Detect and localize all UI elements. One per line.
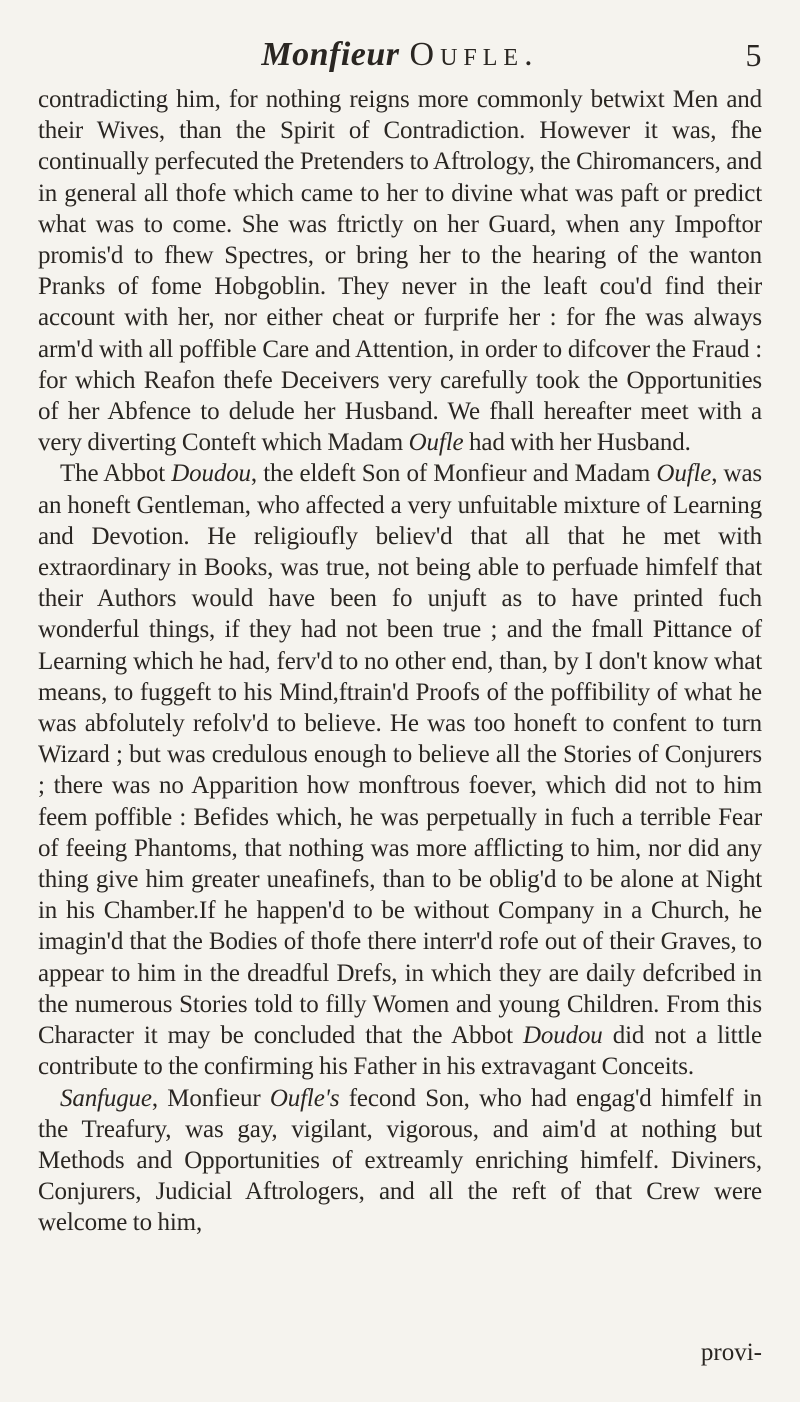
running-head-title-caps: Oufle. xyxy=(409,36,539,73)
text-run: , Monfieur xyxy=(151,1084,270,1112)
body-text xyxy=(38,84,762,1239)
text-run: contradicting him, for nothing reigns more commonly betwixt Men and their Wives, than the Spirit of Contradiction. However it was, fhe continually perfecuted the Pretenders to Aftrology, the Chiromancers, and in general all thofe which came to her to divine what was paft or predict what was to come. She was ftrictly on her Guard, when any Impoftor promis'd to fhew Spectres, or bring her to the hearing of the wanton Pranks of fome Hobgoblin. They never in the leaft cou'd find their account with her, nor either cheat or furprife her : for fhe was always arm'd with all poffible Care and Attention, in order to difcover the Fraud : for which Reafon thefe Deceivers very carefully took the Opportunities of her Abfence to delude her Husband. We fhall hereafter meet with a very diverting Conteft which Madam xyxy=(38,86,762,457)
text-run: , the eldeft Son of Monfieur and Madam xyxy=(250,460,657,488)
running-head-title: Monfieur xyxy=(261,36,400,73)
text-run: fecond Son, who had engag'd himfelf in the Treafury, was gay, vigilant, vigorous, and aim'd at nothing but Methods and Opportunities of extreamly enriching himfelf. Diviners, Conjurers, Judicial Aftrologers, and all the reft of that Crew were welcome to him, xyxy=(38,1084,762,1237)
text-run: had with her Husband. xyxy=(463,429,691,457)
italic-text-run: Oufle's xyxy=(269,1084,340,1112)
catchword: provi- xyxy=(700,1339,762,1366)
running-head xyxy=(38,30,762,80)
italic-text-run: Doudou xyxy=(171,460,251,488)
paragraph-1 xyxy=(38,84,762,458)
text-run: The Abbot xyxy=(60,460,172,488)
text-run: did not a little contribute to the confirming his Father in his extravagant Conceits. xyxy=(38,1022,763,1081)
paragraph-3 xyxy=(38,1083,762,1239)
italic-text-run: Oufle xyxy=(656,460,712,488)
text-run: , was an honeft Gentleman, who affected a very unfuitable mixture of Learning and Devotion. He religioufly believ'd that all that he met with extraordinary in Books, was true, not being able to perfuade himfelf that their Authors would have been fo unjuft as to have printed fuch wonderful things, if they had not been true ; and the fmall Pittance of Learning which he had, ferv'd to no other end, than, by I don't know what means, to fuggeft to his Mind,ftrain'd Proofs of the poffibility of what he was abfolutely refolv'd to believe. He was too honeft to confent to turn Wizard ; but was credulous enough to believe all the Stories of Conjurers ; there was no Apparition how monftrous foever, which did not to him feem poffible : Befides which, he was perpetually in fuch a terrible Fear of feeing Phantoms, that nothing was more afflicting to him, nor did any thing give him greater uneafinefs, than to be oblig'd to be alone at Night in his Chamber.If he happen'd to be without Company in a Church, he imagin'd that the Bodies of thofe there interr'd rofe out of their Graves, to appear to him in the dreadful Drefs, in which they are daily defcribed in the numerous Stories told to filly Women and young Children. From this Character it may be concluded that the Abbot xyxy=(38,460,762,1050)
italic-text-run: Doudou xyxy=(523,1022,603,1050)
italic-text-run: Sanfugue xyxy=(60,1084,152,1112)
page-number: 5 xyxy=(745,37,762,73)
paragraph-2 xyxy=(38,458,762,1082)
italic-text-run: Oufle xyxy=(408,429,464,457)
